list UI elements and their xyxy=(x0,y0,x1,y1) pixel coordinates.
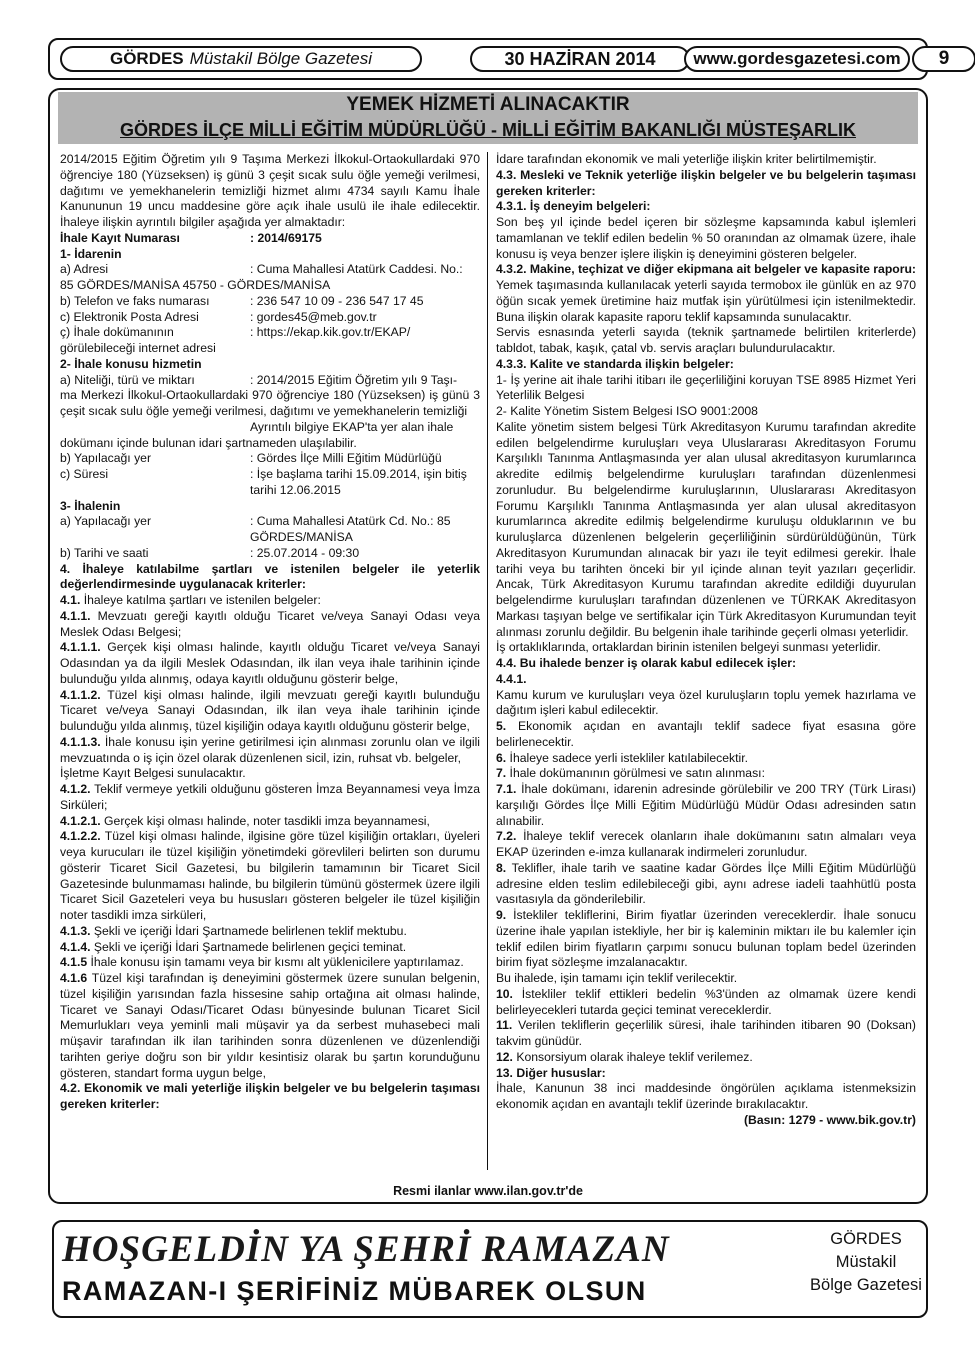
item-number: 4.1.1.2. xyxy=(60,687,101,702)
banner-brand-line2: Müstakil xyxy=(835,1253,897,1271)
paragraph: Son beş yıl içinde bedel içeren bir sözleşme kapsamında kabul işlemleri tamamlanan ve teklif edilen bedelin % 50 oranından az olmamak üzere, ihale konusu iş veya benzer işlere ilişkin iş deneyimini gösteren belgeler. xyxy=(496,215,916,261)
detail-row xyxy=(60,294,480,310)
item-text: Şekli ve içeriği İdari Şartnamede belirlenen teklif mektubu. xyxy=(90,923,407,938)
item-number: 8. xyxy=(496,860,507,875)
item-number: 7.2. xyxy=(496,829,517,844)
item-text: Teklifler, ihale tarih ve saatine kadar Gördes İlçe Milli Eğitim Müdürlüğü adresine elden teslim edilebileceği gibi, aynı adrese iadeli taahhütlü posta vasıtasıyla da gönderilebilir. xyxy=(496,860,916,907)
detail-label: İhale Kayıt Numarası xyxy=(60,230,180,245)
detail-label: c) Süresi xyxy=(60,467,109,481)
paragraph: İhale, Kanunun 38 inci maddesinde öngörülen açıklama istenmeksizin ekonomik açıdan en avantajlı teklif üzerinde bırakılacaktır. xyxy=(496,1081,916,1111)
item-number: 4.1.1.3. xyxy=(60,734,101,749)
section-heading: 13. Diğer hususlar: xyxy=(496,1065,606,1080)
paragraph: Kamu kurum ve kuruluşları veya özel kuruluşların toplu yemek hazırlama ve dağıtım işleri kabul edilecektir. xyxy=(496,687,916,718)
detail-value: : İşe başlama tarihi 15.09.2014, işin bitiş xyxy=(250,467,467,481)
item-number: 4.1.5 xyxy=(60,955,88,970)
item-text: İhaleye sadece yerli istekliler katılabilecektir. xyxy=(506,750,748,765)
item-number: 7.1. xyxy=(496,782,517,796)
paragraph: 1- İş yerine ait ihale tarihi itibarı ile geçerliliğini koruyan TSE 8985 Hizmet Yeri Yeterlilik Belgesi xyxy=(496,372,916,403)
section-heading: 1- İdarenin xyxy=(60,246,122,261)
numbered-item xyxy=(60,955,480,971)
detail-row xyxy=(60,451,480,467)
item-text: İhaleye teklif verecek olanların ihale dokümanını satın almaları veya EKAP üzerinden e-imza kullanarak indirmeleri zorunludur. xyxy=(496,829,916,859)
paragraph: 2- Kalite Yönetim Sistem Belgesi ISO 9001:2008 xyxy=(496,404,758,418)
indented-line: Ayrıntılı bilgiye EKAP'ta yer alan ihale xyxy=(250,419,454,434)
numbered-item xyxy=(60,688,480,735)
paragraph: Kalite yönetim sistem belgesi Türk Akreditasyon Kurumu tarafından akredite edilen belgelendirme kuruluşları veya Uluslararası Akreditasyon Forumu Karşılıklı Tanınma Antlaşmasında yer alan ulusal akreditasyon kurumlarınca akredite edilmiş belgelendirme kuruluşları tarafından düzenlenmesi zorunludur. Bu belgelendirme kuruluşlarının, Uluslararası Akreditasyon Forumu Karşılıklı Tanınma Antlaşmasında yer alan ulusal akreditasyon kurumlarınca akredite edilmiş belgelendirme kuruluşu olduklarının ve bu kuruluşlarca düzenlenen belgelerin geçerliliğinin sürdürüldüğünün, Türk Akreditasyon Kurumundan alınacak bir yazı ile teyit edilmesi gerekir. İhale tarihi veya bu tarihten önceki bir yıl içinde alınan teyit yazıları geçerlidir. Ancak, Türk Akreditasyon Kurumu tarafından akredite edildiği duyurulan belgelendirme kuruluşları tarafından düzenlenen ve TÜRKAK Akreditasyon Markası taşıyan belge ve sertifikalar için Türk Akreditasyon Kurumundan teyit alınması zorunlu değildir. Bu belgenin ihale tarihinde geçerli olması yeterlidir. xyxy=(496,419,916,639)
indented-line: tarihi 12.06.2015 xyxy=(250,482,341,497)
detail-value: : 236 547 10 09 - 236 547 17 45 xyxy=(250,293,424,308)
item-text: Teklif vermeye yetkili olduğunu gösteren İmza Beyannamesi veya İmza Sirküleri; xyxy=(60,782,480,812)
detail-row xyxy=(60,467,480,483)
detail-label: a) Niteliği, türü ve miktarı xyxy=(60,372,195,387)
item-number: 4.1.3. xyxy=(60,923,91,938)
item-number: 4.1.6 xyxy=(60,971,88,985)
numbered-item xyxy=(496,908,916,971)
item-number: 4.1.2.2. xyxy=(60,829,101,844)
detail-value: : Cuma Mahallesi Atatürk Caddesi. No.: xyxy=(250,262,463,277)
section-heading: 4. İhaleye katılabilme şartları ve istenilen belgeler ile yeterlik değerlendirmesinde uygulanacak kriterler: xyxy=(60,561,480,592)
detail-value: : https://ekap.kik.gov.tr/EKAP/ xyxy=(250,325,411,340)
numbered-item xyxy=(60,735,480,767)
detail-label: a) Adresi xyxy=(60,262,109,277)
detail-row xyxy=(60,546,480,562)
item-number: 5. xyxy=(496,719,507,733)
notice-subtitle: GÖRDES İLÇE MİLLİ EĞİTİM MÜDÜRLÜĞÜ - MİLLİ EĞİTİM BAKANLIĞI MÜSTEŞARLIK xyxy=(120,120,856,140)
page-header xyxy=(48,38,950,80)
indented-line: GÖRDES/MANİSA xyxy=(250,530,353,544)
item-number: 4.1.1.1. xyxy=(60,640,101,655)
paragraph: 85 GÖRDES/MANİSA 45750 - GÖRDES/MANİSA xyxy=(60,278,331,292)
numbered-item xyxy=(496,861,916,908)
paragraph: İdare tarafından ekonomik ve mali yeterliğe ilişkin kriter belirtilmemiştir. xyxy=(496,152,877,166)
detail-value: : 25.07.2014 - 09:30 xyxy=(250,545,360,560)
item-text: Gerçek kişi olması halinde, noter tasdikli imza beyannamesi, xyxy=(100,813,430,828)
item-number: 6. xyxy=(496,750,507,765)
item-text: Verilen tekliflerin geçerlilik süresi, ihale tarihinden itibaren 90 (Doksan) takvim günüdür. xyxy=(496,1018,916,1048)
notice-left-column xyxy=(60,152,480,1113)
newspaper-name-italic: Müstakil Bölge Gazetesi xyxy=(189,49,373,68)
paragraph: Servis esnasında yeterli sayıda (teknik şartnamede belirtilen kriterlerde) tabldot, tabak, kaşık, çatal vb. servis araçları bulundurulacaktır. xyxy=(496,325,916,355)
item-text: Tüzel kişi olması halinde, ilgili mevzuatı gereği kayıtlı bulunduğu Ticaret ve/veya Sanayi Odasından, ilk ilan veya ihale tarihinin içinde bulunduğu yılda alınmış, tüzel kişiliğin odaya kayıtlı olduğunu gösterir belge, xyxy=(60,687,480,733)
official-ads-note: Resmi ilanlar www.ilan.gov.tr'de xyxy=(393,1184,583,1198)
section-heading: 2- İhale konusu hizmetin xyxy=(60,356,202,371)
detail-row xyxy=(60,325,480,341)
numbered-item xyxy=(496,766,916,782)
numbered-item xyxy=(496,1018,916,1050)
paragraph: dokümanı içinde bulunan idari şartnameden ulaşılabilir. xyxy=(60,435,357,450)
detail-row xyxy=(60,310,480,326)
item-number: 4.1. xyxy=(60,593,81,607)
newspaper-name-bold: GÖRDES xyxy=(109,49,184,68)
paragraph: görülebileceği internet adresi xyxy=(60,341,216,355)
item-text: İstekliler tekliflerini, Birim fiyatlar üzerinden vereceklerdir. İhale sonucu üzerine ihale yapılan istekliyle, her bir iş kaleminin miktarı ile bu kalemler için teklif edilen birim fiyatların çarpımı sonucu bulunan toplam bedel üzerinden birim fiyat sözleşme imzalanacaktır. xyxy=(496,908,916,970)
item-number: 4.1.2. xyxy=(60,782,91,796)
item-text: Mevzuatı gereği kayıtlı olduğu Ticaret ve/veya Sanayi Odası veya Meslek Odası Belgesi; xyxy=(60,608,480,639)
detail-value: : Cuma Mahallesi Atatürk Cd. No.: 85 xyxy=(250,514,451,529)
paragraph: İşletme Kayıt Belgesi sunulacaktır. xyxy=(60,766,246,781)
numbered-item xyxy=(496,782,916,829)
item-number: 4.1.2.1. xyxy=(60,813,101,828)
detail-label: c) Elektronik Posta Adresi xyxy=(60,309,199,324)
section-heading: 4.4.1. xyxy=(496,671,527,686)
banner-wish: RAMAZAN-I ŞERİFİNİZ MÜBAREK OLSUN xyxy=(62,1276,647,1306)
detail-value: : 2014/2015 Eğitim Öğretim yılı 9 Taşı- xyxy=(250,372,458,387)
detail-label: a) Yapılacağı yer xyxy=(60,514,152,529)
item-number: 4.1.4. xyxy=(60,939,91,954)
section-heading: 4.3.1. İş deneyim belgeleri: xyxy=(496,199,651,214)
detail-row xyxy=(60,514,480,530)
item-number: 9. xyxy=(496,908,507,922)
numbered-item xyxy=(496,1050,916,1066)
detail-value: : gordes45@meb.gov.tr xyxy=(250,309,377,324)
banner-brand-line1: GÖRDES xyxy=(830,1230,902,1248)
numbered-item xyxy=(60,609,480,641)
paragraph: İş ortaklıklarında, ortaklardan birinin istenilen belgeyi sunması yeterlidir. xyxy=(496,640,881,655)
numbered-item xyxy=(496,987,916,1019)
numbered-item xyxy=(60,814,480,830)
detail-label: b) Yapılacağı yer xyxy=(60,451,152,466)
item-text: Konsorsiyum olarak ihaleye teklif verilemez. xyxy=(512,1049,753,1064)
numbered-item xyxy=(496,751,916,767)
detail-value: : 2014/69175 xyxy=(250,230,322,245)
item-text: İhale dokümanı, idarenin adresinde görülebilir ve 200 TRY (Türk Lirası) karşılığı Gördes İlçe Milli Eğitim Müdürlüğü Müdür Odası adresinden satın alınabilir. xyxy=(496,782,916,828)
item-text: Tüzel kişi olması halinde, ilgisine göre tüzel kişiliğin ortakları, üyeleri veya kurucuları ile tüzel kişiliğin yönetimdeki görevlileri belirten son durumu gösterir Ticaret Sicil Gazetesi, bu bilgilerin tamamının bir Ticaret Sicil Gazetesinde bulunmaması halinde, bu bilgilerin tümünü göstermek üzere ilgili Ticaret Sicil Gazeteleri veya bu hususları gösteren belgeler ile tüzel kişiliğin noter tasdikli imza sirküleri, xyxy=(60,829,480,922)
item-number: 7. xyxy=(496,766,507,781)
newspaper-name xyxy=(60,46,422,72)
section-heading: 4.2. Ekonomik ve mali yeterliğe ilişkin belgeler ve bu belgelerin taşıması gereken kriterler: xyxy=(60,1081,480,1111)
notice-right-column xyxy=(496,152,916,1129)
item-text: Gerçek kişi olması halinde, kayıtlı olduğu Ticaret ve/veya Sanayi Odasından ya da ilgili Meslek Odasından, ilk ilan veya ihale tarihinin içinde bulunduğu yılda alınmış, odaya kayıtlı olduğunu gösterir belge, xyxy=(60,640,480,686)
item-number: 10. xyxy=(496,986,513,1001)
detail-row xyxy=(60,373,480,389)
banner-greeting: HOŞGELDİN YA ŞEHRİ RAMAZAN xyxy=(62,1229,670,1270)
section-heading: 4.3.3. Kalite ve standarda ilişkin belgeler: xyxy=(496,356,734,371)
page-number: 9 xyxy=(912,46,975,72)
numbered-item xyxy=(60,593,480,609)
detail-value: : Gördes İlçe Milli Eğitim Müdürlüğü xyxy=(250,451,442,466)
item-text: İstekliler teklif ettikleri bedelin %3'ünden az olmamak üzere kendi belirleyecekleri tutarda geçici teminat vereceklerdir. xyxy=(496,986,916,1017)
source-credit: (Basın: 1279 - www.bik.gov.tr) xyxy=(743,1112,916,1127)
paragraph: Bu ihalede, işin tamamı için teklif verilecektir. xyxy=(496,971,738,985)
numbered-item xyxy=(496,829,916,861)
item-number: 12. xyxy=(496,1049,513,1064)
item-text: Tüzel kişi tarafından iş deneyimini göstermek üzere sunulan belgenin, tüzel kişiliğin yarısından fazla hissesine sahip ortağına ait olması halinde, Ticaret ve Sanayi Odası/Ticaret Odası bünyesinde bulunan Ticaret Sicil Memurlukları veya yeminli mali müşavir ya da serbest muhasebeci mali müşavir tarafından ilk ilan tarihinden sonra düzenlenen ve düzenlendiği tarihten geriye doğru son bir yıldır kesintisiz olarak bu şartın korunduğunu gösteren, standart forma uygun belge, xyxy=(60,971,480,1080)
paragraph: ma Merkezi İlkokul-Ortaokullardaki 970 öğrenciye 180 (Yüzseksen) iş günü 3 çeşit sıcak sulu öğle yemeği verilmesi, dağıtımı ve yemekhanelerin temizliği xyxy=(60,388,480,418)
item-text: İhaleye katılma şartları ve istenilen belgeler: xyxy=(80,593,321,607)
detail-label: b) Telefon ve faks numarası xyxy=(60,293,210,308)
section-heading: 3- İhalenin xyxy=(60,498,121,513)
section-heading: 4.4. Bu ihalede benzer iş olarak kabul edilecek işler: xyxy=(496,656,797,670)
notice-title: YEMEK HİZMETİ ALINACAKTIR xyxy=(346,94,630,115)
section-heading: 4.3. Mesleki ve Teknik yeterliğe ilişkin belgeler ve bu belgelerin taşıması gereken kriterler: xyxy=(496,167,916,198)
banner-brand xyxy=(808,1228,924,1297)
numbered-item xyxy=(60,940,480,956)
item-text: İhale dokümanının görülmesi ve satın alınması: xyxy=(506,766,765,781)
numbered-item xyxy=(496,719,916,751)
website-link[interactable]: www.gordesgazetesi.com xyxy=(684,46,910,72)
numbered-item xyxy=(60,971,480,1081)
paragraph: Yemek taşımasında kullanılacak yeterli sayıda termobox ile günlük en az 970 öğün sıcak yemek üretimine haiz mutfak işin yürütülmesi için istenilmektedir. Buna ilişkin olarak kapasite raporu teklif kapsamında sunulacaktır. xyxy=(496,278,916,324)
item-number: 11. xyxy=(496,1018,513,1033)
numbered-item xyxy=(60,640,480,687)
numbered-item xyxy=(60,782,480,814)
item-text: İhale konusu işin tamamı veya bir kısmı alt yüklenicilere yaptırılamaz. xyxy=(87,955,464,970)
column-divider xyxy=(487,152,488,1170)
detail-row xyxy=(60,231,480,247)
item-text: Şekli ve içeriği İdari Şartnamede belirlenen geçici teminat. xyxy=(90,939,407,954)
section-heading: 4.3.2. Makine, teçhizat ve diğer ekipmana ait belgeler ve kapasite raporu: xyxy=(496,262,916,277)
detail-label: b) Tarihi ve saati xyxy=(60,545,149,560)
numbered-item xyxy=(60,924,480,940)
detail-label: ç) İhale dokümanının xyxy=(60,325,174,340)
issue-date: 30 HAZİRAN 2014 xyxy=(470,46,690,72)
item-number: 4.1.1. xyxy=(60,608,91,623)
item-text: Ekonomik açıdan en avantajlı teklif sadece fiyat esasına göre belirlenecektir. xyxy=(496,719,916,749)
detail-row xyxy=(60,262,480,278)
item-text: İhale konusu işin yerine getirilmesi için alınması zorunlu olan ve ilgili mevzuatında o iş için özel olarak düzenlenen sicil, izin, ruhsat vb. belgeler, xyxy=(60,734,480,765)
paragraph: 2014/2015 Eğitim Öğretim yılı 9 Taşıma Merkezi İlkokul-Ortaokullardaki 970 öğrenciye 180 (Yüzseksen) iş günü 3 çeşit sıcak sulu öğle yemeği verilmesi, dağıtımı ve yemekhanelerin temizliği hizmet alımı 4734 sayılı Kamu İhale Kanununun 19 uncu maddesine göre açık ihale usulü ile ihale edilecektir. İhaleye ilişkin ayrıntılı bilgiler aşağıda yer almaktadır: xyxy=(60,152,480,229)
banner-brand-line3: Bölge Gazetesi xyxy=(810,1276,922,1294)
numbered-item xyxy=(60,829,480,924)
